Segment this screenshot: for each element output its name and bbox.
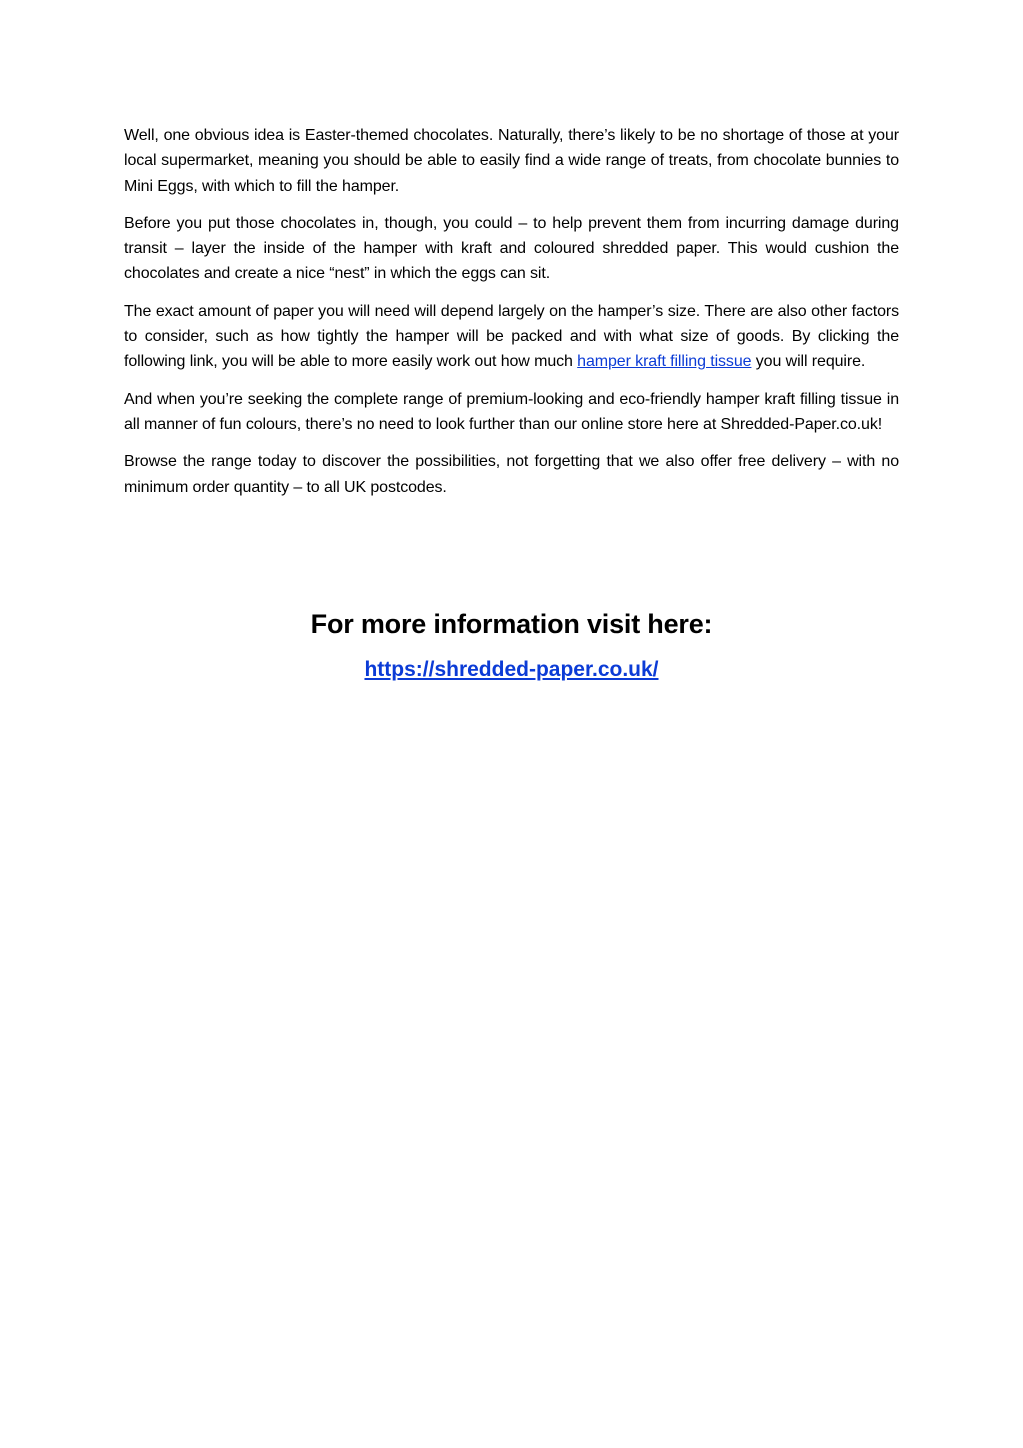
paragraph-free-delivery: Browse the range today to discover the possibilities, not forgetting that we also offer free delivery – with no minimum order quantity – to all UK postcodes. xyxy=(124,453,899,496)
article-body xyxy=(124,123,899,512)
website-link[interactable]: https://shredded-paper.co.uk/ xyxy=(364,658,659,681)
paragraph-paper-amount xyxy=(124,299,899,375)
paragraph-paper-amount-lead: The exact amount of paper you will need will depend largely on the hamper’s size. There are also other factors to consider, such as how tightly the hamper will be packed and with what size of goods. By clicking the following link, you will be able to more easily work out how much xyxy=(124,302,899,371)
paragraph-paper-amount-tail: you will require. xyxy=(751,353,866,371)
paragraph-premium-range: And when you’re seeking the complete range of premium-looking and eco-friendly hamper kraft filling tissue in all manner of fun colours, there’s no need to look further than our online store here at Shredded-Paper.co.uk! xyxy=(124,390,899,433)
more-info-section xyxy=(0,604,1023,684)
paragraph-shredded-paper-layer: Before you put those chocolates in, though, you could – to help prevent them from incurring damage during transit – layer the inside of the hamper with kraft and coloured shredded paper. This would cushion the chocolates and create a nice “nest” in which the eggs can sit. xyxy=(124,214,899,283)
more-info-heading: For more information visit here: xyxy=(310,609,713,639)
paragraph-easter-chocolates: Well, one obvious idea is Easter-themed chocolates. Naturally, there’s likely to be no shortage of those at your local supermarket, meaning you should be able to easily find a wide range of treats, from chocolate bunnies to Mini Eggs, with which to fill the hamper. xyxy=(124,127,899,195)
hamper-kraft-filling-tissue-link[interactable]: hamper kraft filling tissue xyxy=(577,353,752,371)
